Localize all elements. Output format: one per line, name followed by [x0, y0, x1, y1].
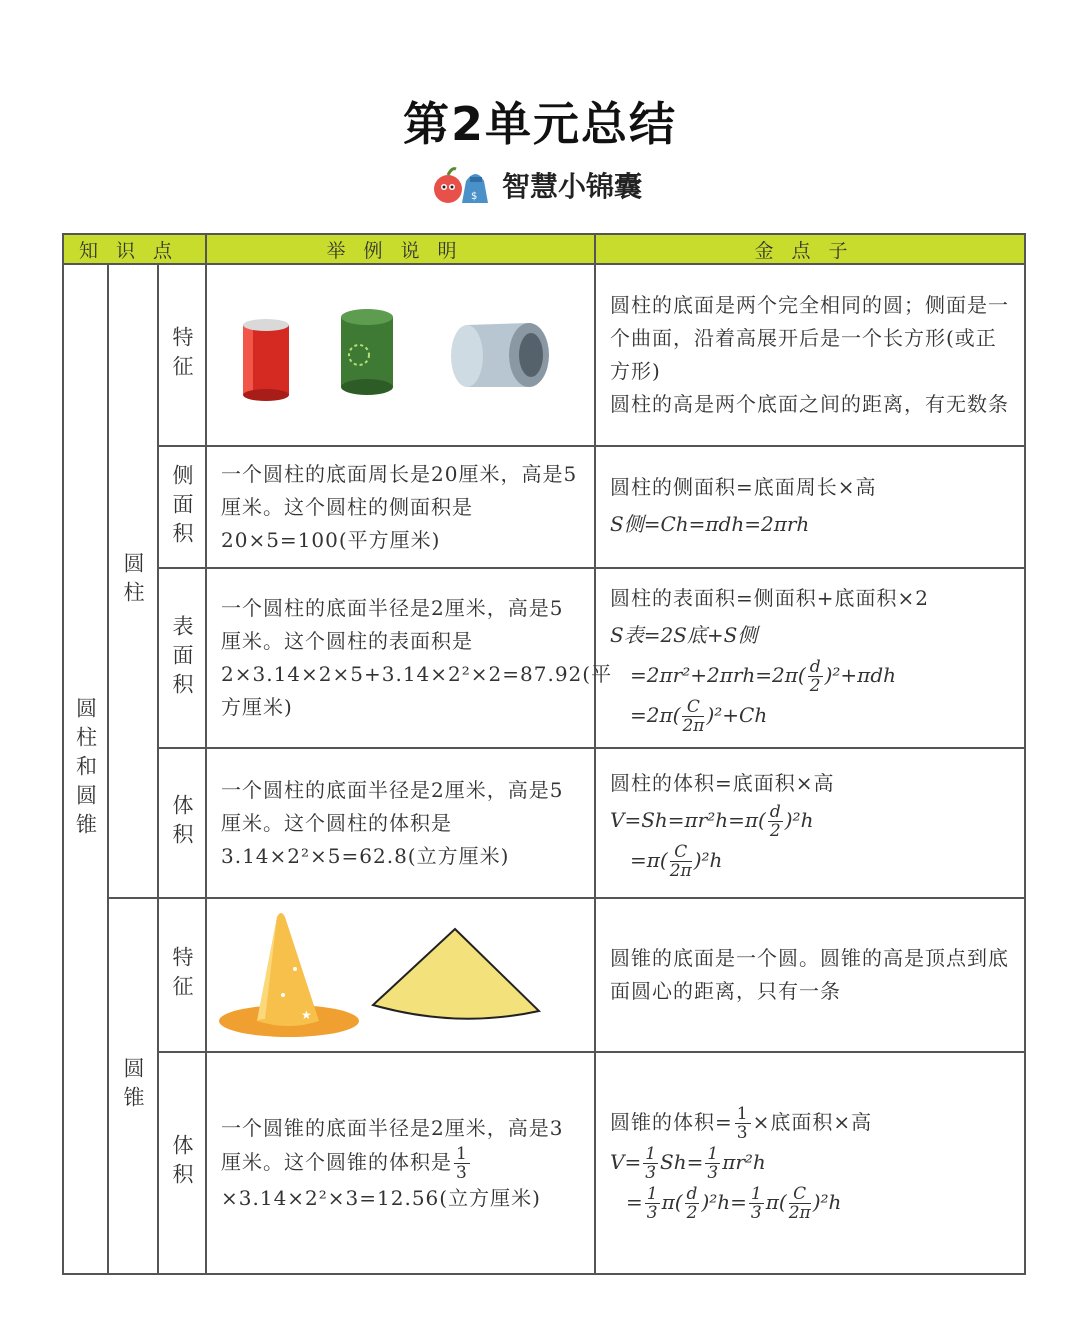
- header-knowledge: 知识点: [63, 234, 206, 264]
- row-label-cone-volume: 体积: [158, 1052, 206, 1274]
- row-label-cylinder-feature: 特征: [158, 264, 206, 446]
- svg-text:$: $: [471, 191, 478, 202]
- table-row: [63, 568, 1025, 748]
- table-row: [63, 748, 1025, 898]
- subtitle-badge: [430, 160, 642, 210]
- row-label-cylinder-volume: 体积: [158, 748, 206, 898]
- cylinder-illustrations: [207, 265, 592, 441]
- cone-illustrations: [207, 899, 592, 1047]
- grey-tube-image: [451, 323, 549, 387]
- fraction-c-over-2pi: $\frac{C}{2\pi}$: [682, 696, 705, 736]
- summary-table: [62, 233, 1026, 1275]
- example-cylinder-volume: 一个圆柱的底面半径是2厘米，高是5厘米。这个圆柱的体积是3.14×2²×5=62.8(立方厘米): [206, 748, 595, 898]
- red-can-image: [243, 319, 289, 401]
- formula-volume-2: =π( $\frac{C}{2\pi}$ )²h: [630, 841, 723, 881]
- example-surface-area: 一个圆柱的底面半径是2厘米，高是5厘米。这个圆柱的表面积是2×3.14×2×5+3.14×2²×2=87.92(平方厘米): [206, 568, 595, 748]
- table-row: [63, 898, 1025, 1052]
- formula-cone-2: = $\frac{1}{3}$ π( $\frac{d}{2}$ )²h= $\frac{1}{3}$ π( $\frac{C}{2\pi}$ )²h: [626, 1183, 842, 1223]
- row-label-lateral-area: 侧面积: [158, 446, 206, 568]
- tip-cylinder-feature: 圆柱的底面是两个完全相同的圆；侧面是一个曲面，沿着高展开后是一个长方形(或正方形) 圆柱的高是两个底面之间的距离，有无数条: [595, 264, 1025, 446]
- tip-surface-area: 圆柱的表面积=侧面积+底面积×2 S表=2S底+S侧 =2πr²+2πrh=2π( $\frac{d}{2}$ )²+πdh =2π( $\frac{C}{2\pi}$ )²+Ch: [595, 568, 1025, 748]
- tip-cylinder-volume: 圆柱的体积=底面积×高 V=Sh=πr²h=π( $\frac{d}{2}$ )²h =π( $\frac{C}{2\pi}$ )²h: [595, 748, 1025, 898]
- cone-examples: [206, 898, 595, 1052]
- page-title: 第2单元总结: [402, 97, 677, 151]
- row-label-cone-feature: 特征: [158, 898, 206, 1052]
- fraction-d-over-2: $\frac{d}{2}$: [809, 656, 821, 696]
- section-cone: 圆锥: [108, 898, 158, 1274]
- example-lateral-area: 一个圆柱的底面周长是20厘米，高是5厘米。这个圆柱的侧面积是20×5=100(平方厘米): [206, 446, 595, 568]
- example-cone-volume: 一个圆锥的底面半径是2厘米，高是3厘米。这个圆锥的体积是 $\frac{1}{3}$ ×3.14×2²×3=12.56(立方厘米): [206, 1052, 595, 1274]
- cylinder-examples: [206, 264, 595, 446]
- tip-cone-volume: [595, 1052, 1025, 1274]
- fraction-one-third: $\frac{1}{3}$: [456, 1143, 468, 1183]
- subtitle-label: 智慧小锦囊: [502, 170, 643, 203]
- formula-volume-1: V=Sh=πr²h=π( $\frac{d}{2}$ )²h: [610, 801, 814, 841]
- tip-cone-feature: 圆锥的底面是一个圆。圆锥的高是顶点到底面圆心的距离，只有一条: [595, 898, 1025, 1052]
- formula-surface-2: =2πr²+2πrh=2π( $\frac{d}{2}$ )²+πdh: [630, 656, 896, 696]
- header-tips: 金点子: [595, 234, 1025, 264]
- section-cylinder-cone: 圆柱和圆锥: [63, 264, 108, 1274]
- section-cylinder: 圆柱: [108, 264, 158, 898]
- mascot-icon: [430, 163, 494, 207]
- header-example: 举例说明: [206, 234, 595, 264]
- yellow-cone-image: [373, 929, 539, 1019]
- orange-cone-image: [219, 913, 359, 1037]
- tip-cone-volume-text: 圆锥的体积= $\frac{1}{3}$ ×底面积×高: [610, 1103, 873, 1143]
- tip-lateral-area: 圆柱的侧面积=底面周长×高 S侧=Ch=πdh=2πrh: [595, 446, 1025, 568]
- formula-surface-3: =2π( $\frac{C}{2\pi}$ )²+Ch: [630, 696, 768, 736]
- svg-text:★: ★: [301, 1008, 312, 1022]
- formula-cone-1: V= $\frac{1}{3}$ Sh= $\frac{1}{3}$ πr²h: [610, 1143, 766, 1183]
- table-row: [63, 264, 1025, 446]
- green-can-image: [341, 309, 393, 395]
- table-row: [63, 446, 1025, 568]
- table-row: [63, 1052, 1025, 1274]
- row-label-surface-area: 表面积: [158, 568, 206, 748]
- table-header-row: [63, 234, 1025, 264]
